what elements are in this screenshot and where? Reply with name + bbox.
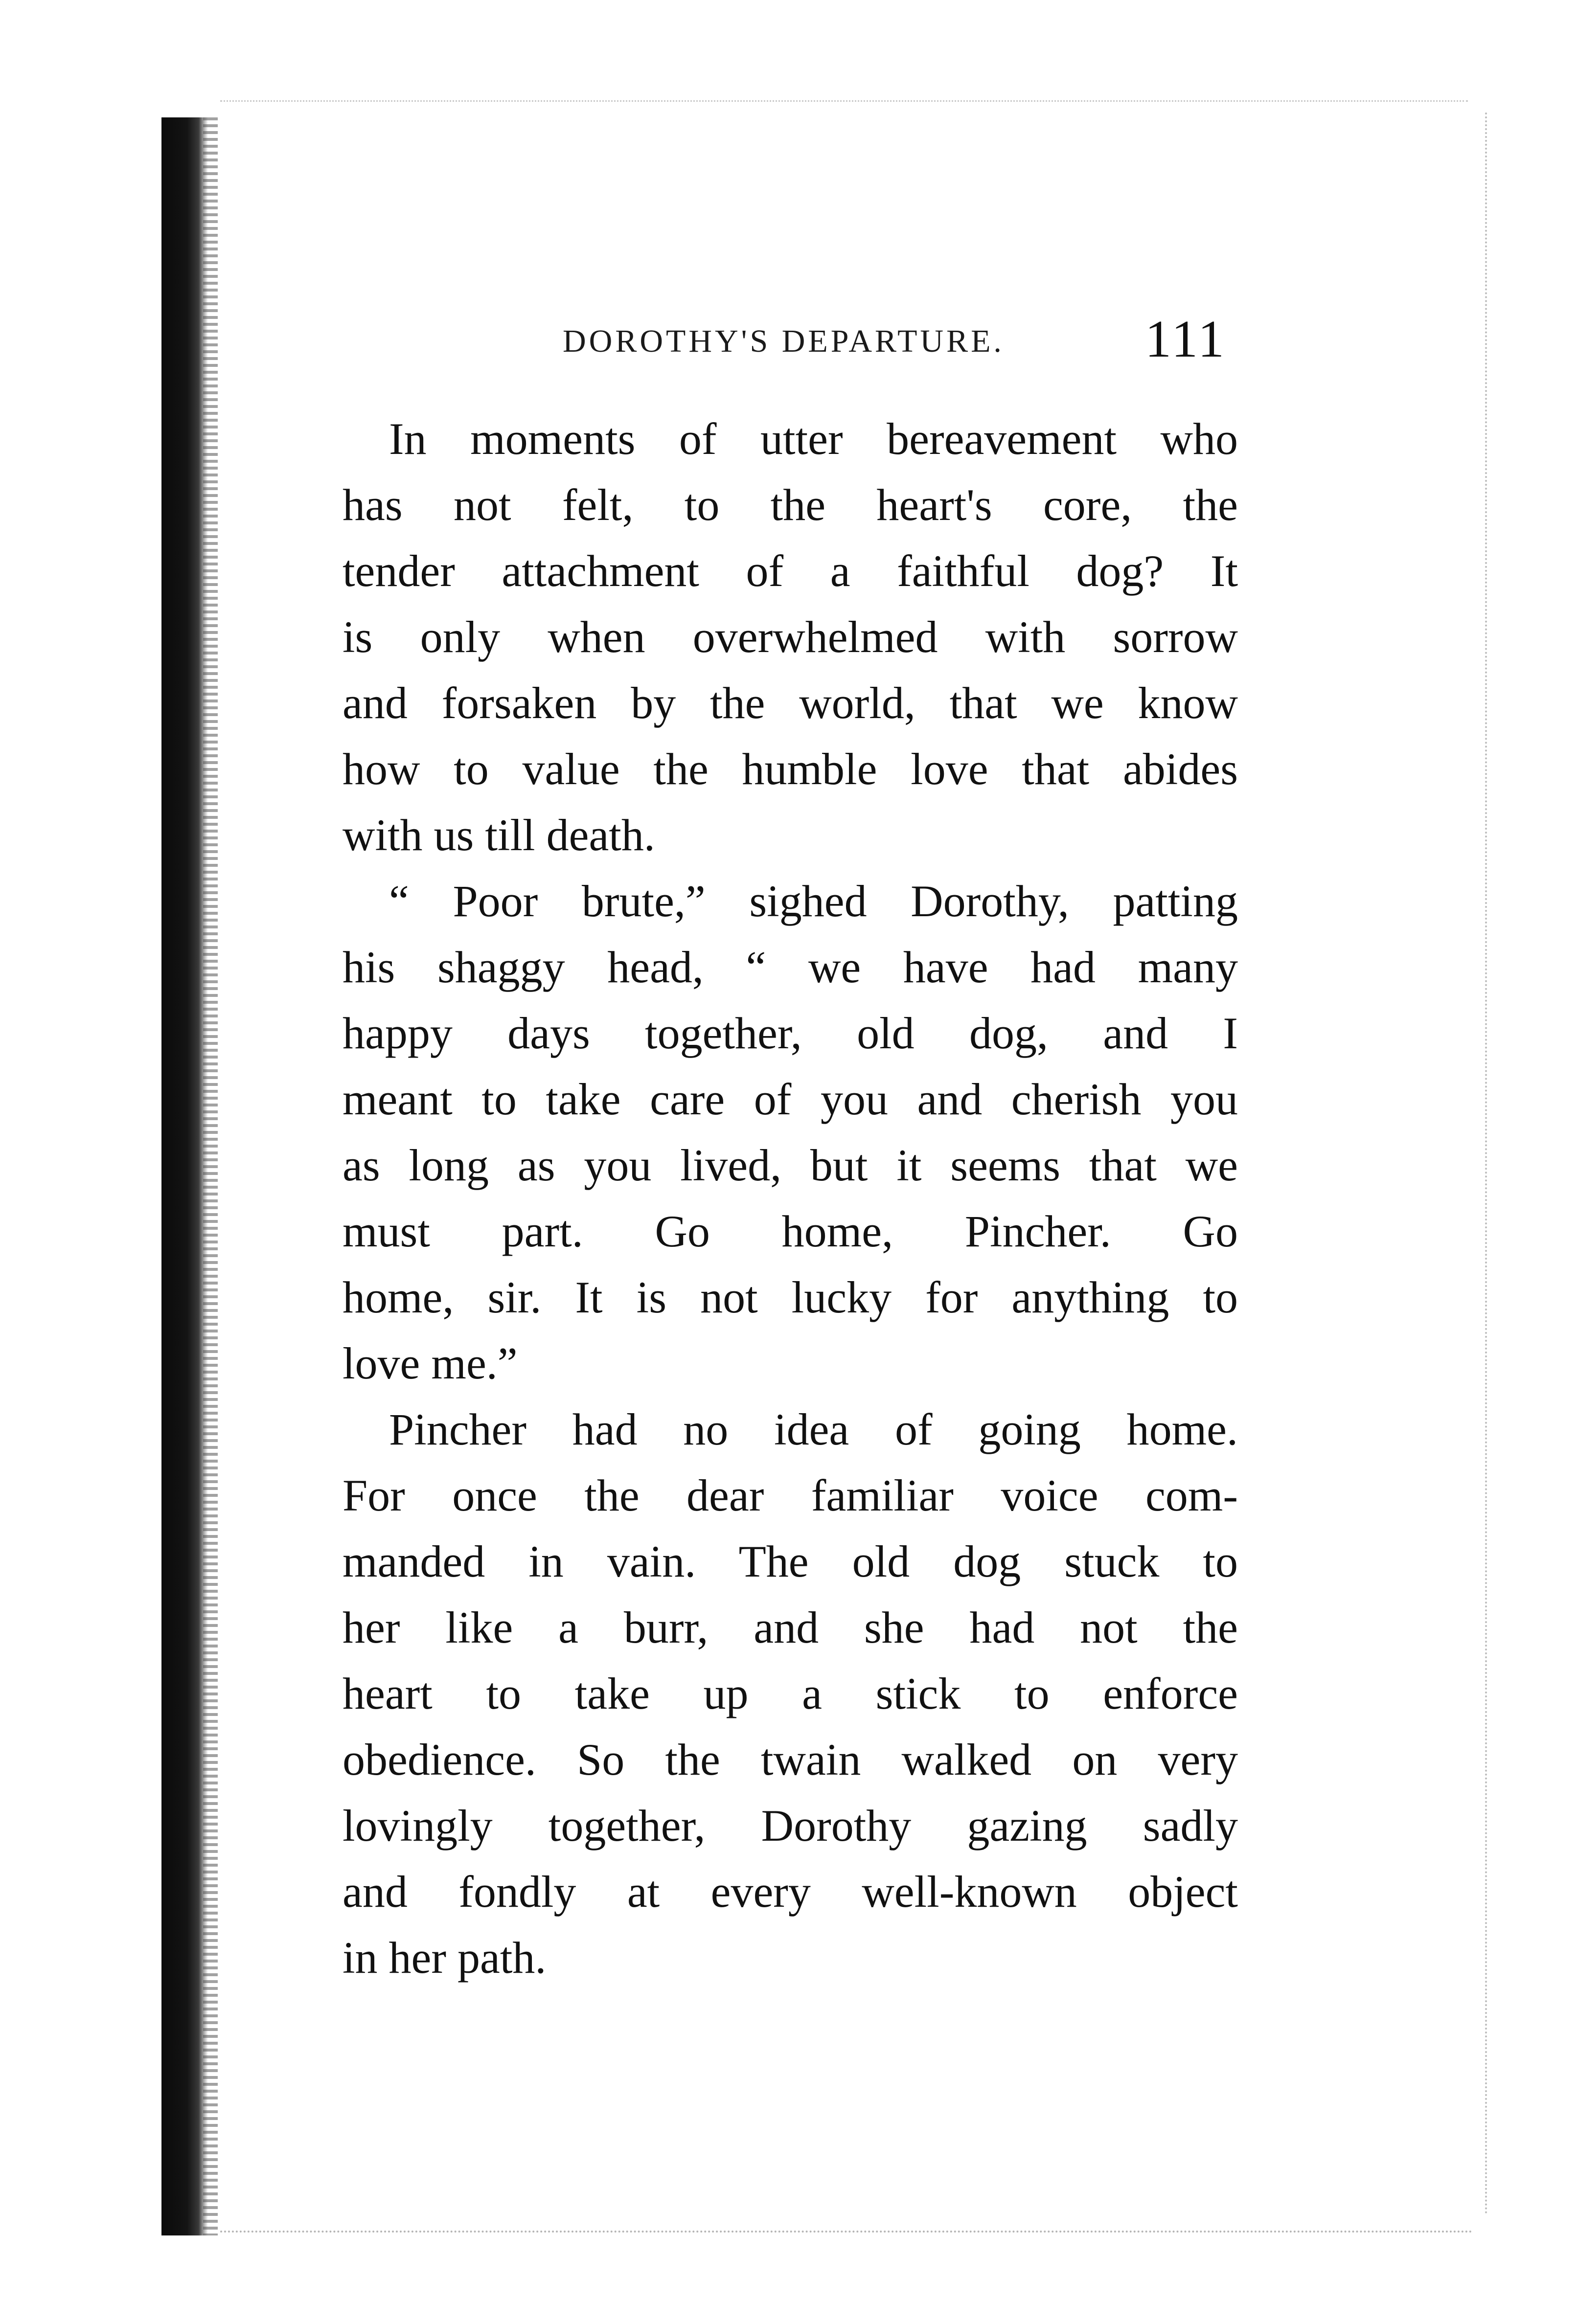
running-head-title: DOROTHY'S DEPARTURE. xyxy=(563,323,1005,359)
binding-edge-texture xyxy=(203,117,218,2235)
text-line: manded in vain. The old dog stuck to xyxy=(343,1536,1238,1586)
text-line: and forsaken by the world, that we know xyxy=(343,678,1238,728)
text-line: obedience. So the twain walked on very xyxy=(343,1735,1238,1784)
text-line: has not felt, to the heart's core, the xyxy=(343,480,1238,530)
page-number: 111 xyxy=(1145,310,1226,368)
text-line: is only when overwhelmed with sorrow xyxy=(343,612,1238,662)
text-line: happy days together, old dog, and I xyxy=(343,1008,1238,1058)
text-line: his shaggy head, “ we have had many xyxy=(343,942,1238,992)
text-line: heart to take up a stick to enforce xyxy=(343,1669,1238,1718)
text-line: meant to take care of you and cherish you xyxy=(343,1074,1238,1124)
text-line: and fondly at every well-known object xyxy=(343,1867,1238,1917)
page-edge-right xyxy=(1485,113,1487,2216)
text-line: Pincher had no idea of going home. xyxy=(389,1404,1238,1454)
text-line: In moments of utter bereavement who xyxy=(389,414,1238,464)
text-line: home, sir. It is not lucky for anything to xyxy=(343,1272,1238,1322)
text-line: her like a burr, and she had not the xyxy=(343,1602,1238,1652)
text-line: lovingly together, Dorothy gazing sadly xyxy=(343,1801,1238,1850)
text-line: For once the dear familiar voice com- xyxy=(343,1470,1238,1520)
text-line: with us till death. xyxy=(343,810,655,860)
text-line: “ Poor brute,” sighed Dorothy, patting xyxy=(389,876,1238,926)
text-line: how to value the humble love that abides xyxy=(343,744,1238,794)
text-line: must part. Go home, Pincher. Go xyxy=(343,1206,1238,1256)
page-edge-bottom xyxy=(220,2231,1473,2233)
text-line: tender attachment of a faithful dog? It xyxy=(343,546,1238,596)
text-line: in her path. xyxy=(343,1933,547,1983)
page-edge-top xyxy=(220,100,1468,102)
text-line: love me.” xyxy=(343,1338,518,1388)
book-binding-shadow xyxy=(161,117,208,2235)
text-line: as long as you lived, but it seems that we xyxy=(343,1140,1238,1190)
body-text xyxy=(343,406,1238,1991)
